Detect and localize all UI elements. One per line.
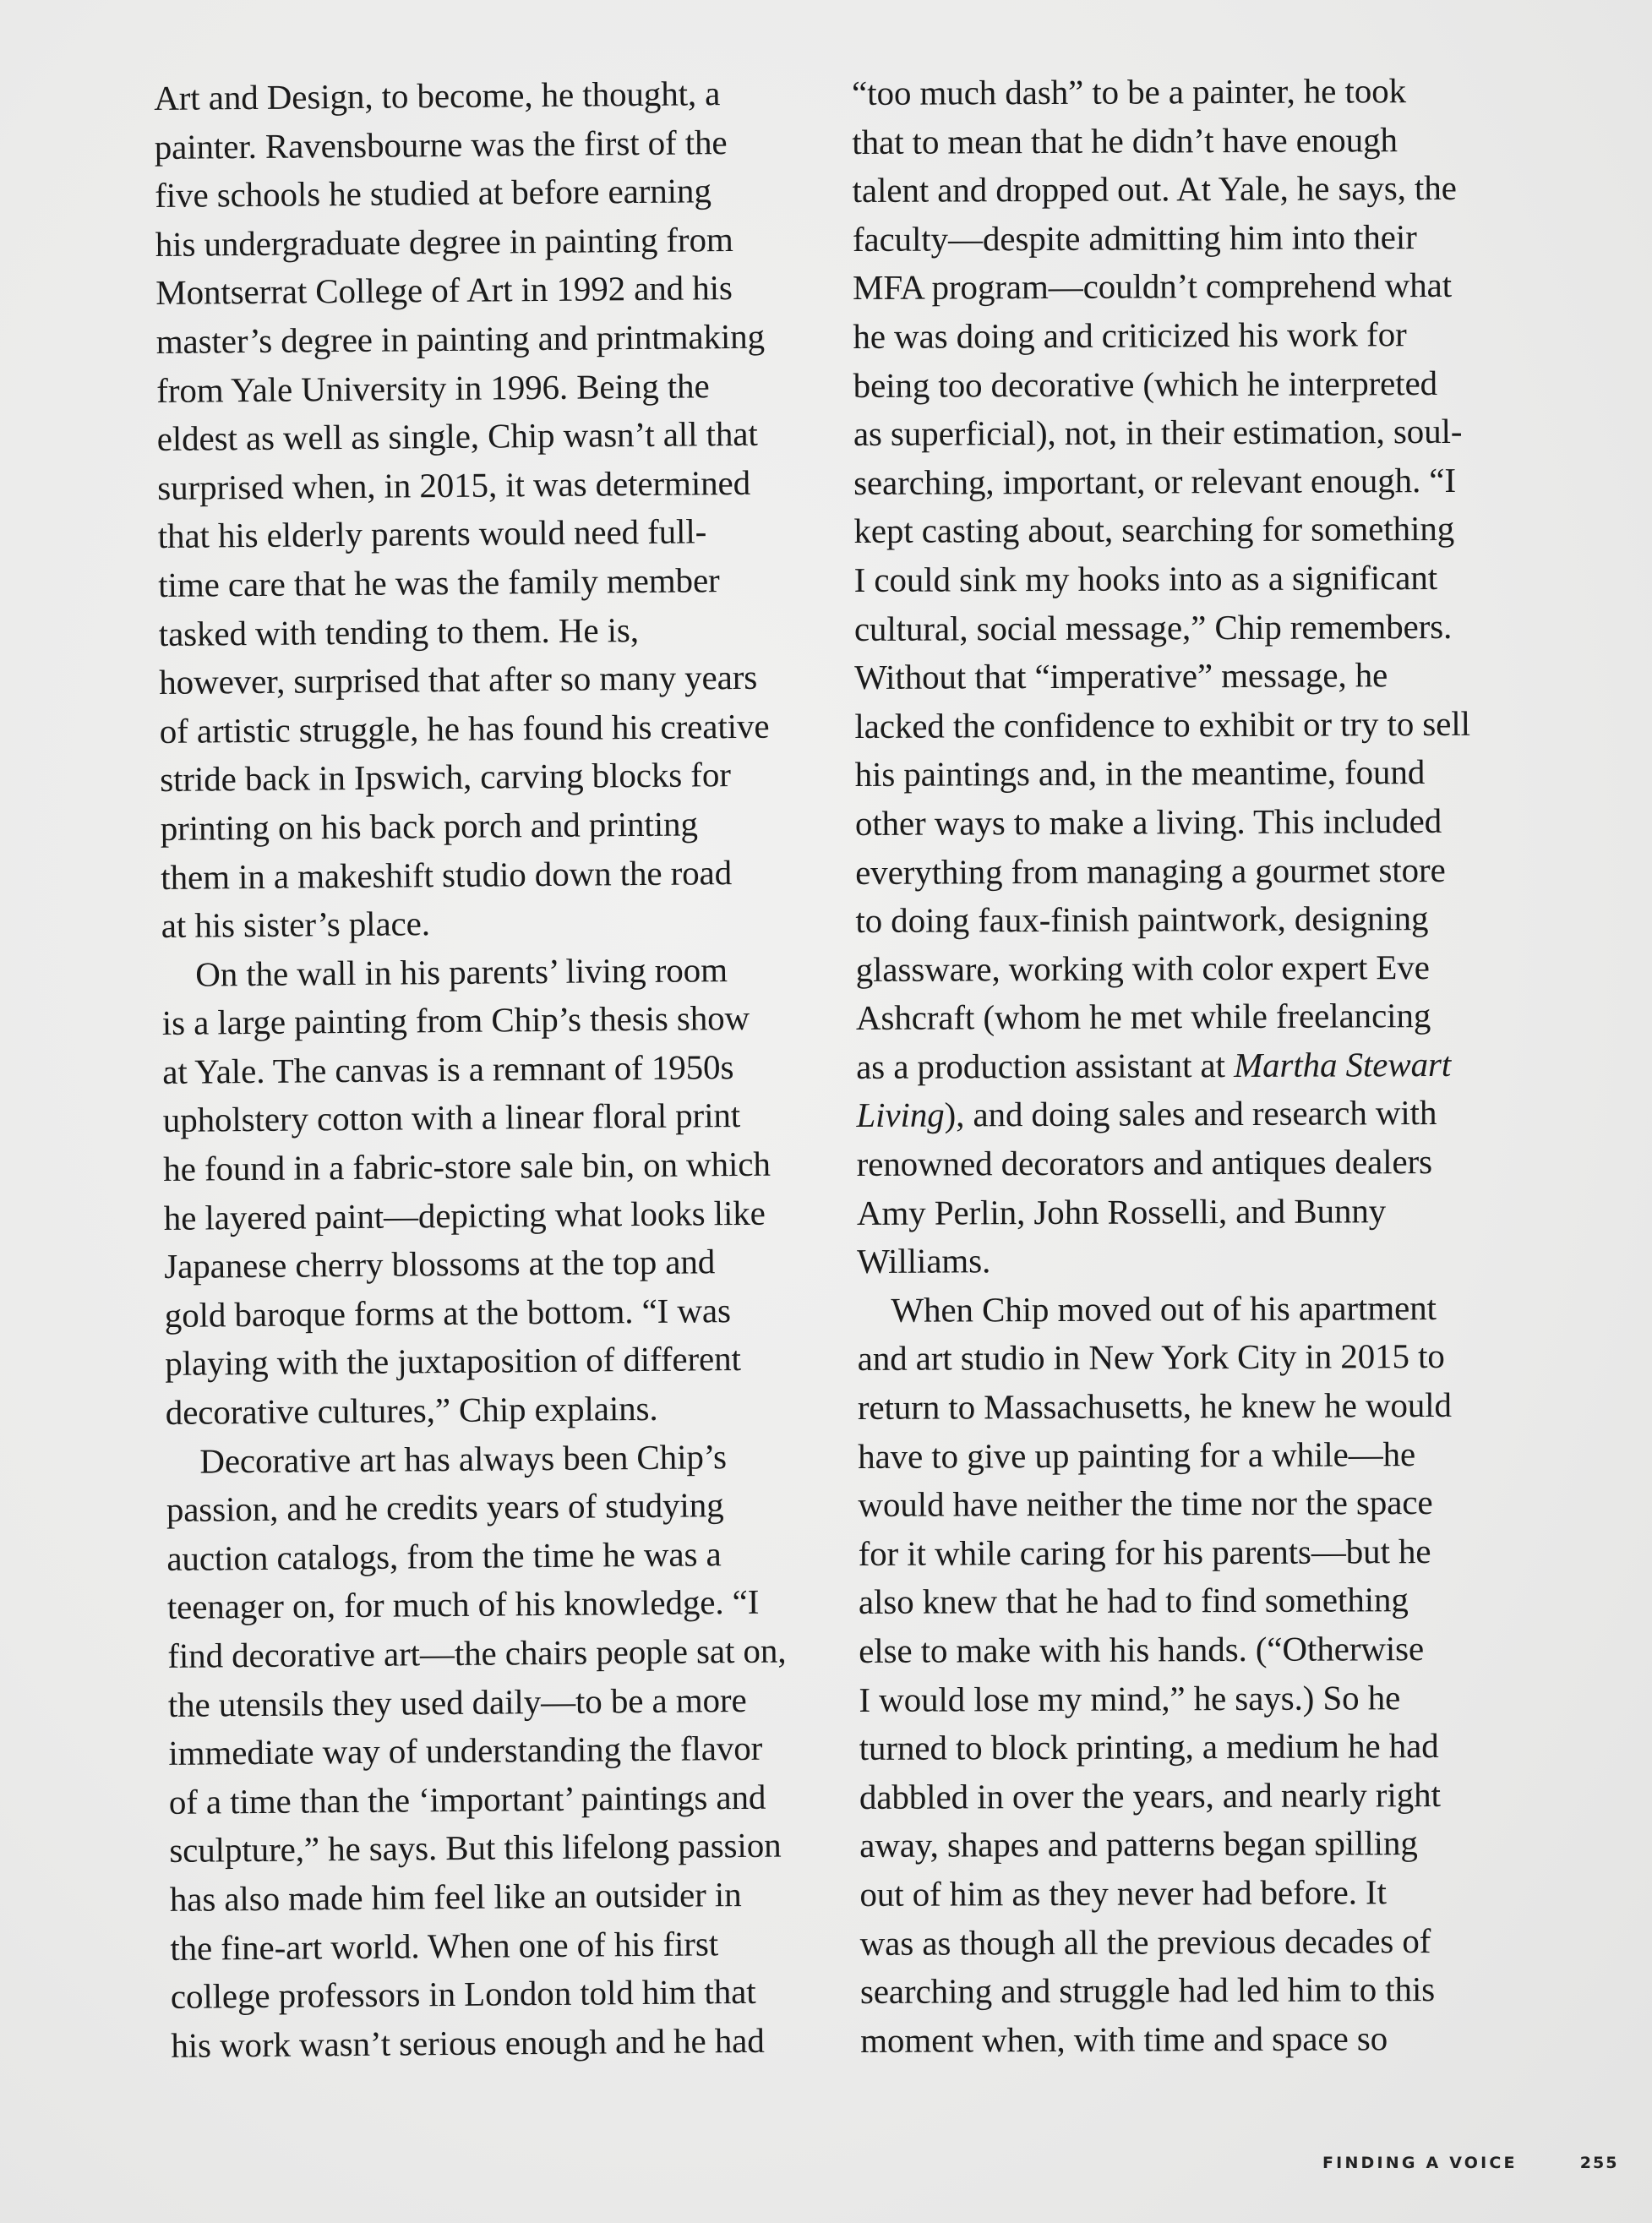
- text-segment: college professors in London told him that: [170, 1972, 756, 2017]
- text-segment: lacked the confidence to exhibit or try to sell: [854, 703, 1470, 746]
- text-line: [860, 1916, 1476, 1968]
- text-line: [859, 1625, 1475, 1676]
- text-line: [166, 1432, 785, 1486]
- text-line: [171, 1968, 790, 2022]
- text-line: [859, 1722, 1475, 1773]
- text-line: [853, 505, 1469, 556]
- text-line: [855, 748, 1471, 800]
- text-segment: renowned decorators and antiques dealers: [856, 1142, 1433, 1184]
- text-line: [156, 361, 776, 415]
- text-segment: cultural, social message,” Chip remembers.: [853, 606, 1453, 648]
- text-line: [171, 2016, 790, 2070]
- text-segment: have to give up painting for a while—he: [858, 1434, 1416, 1476]
- text-line: [156, 313, 776, 367]
- text-segment: would have neither the time nor the space: [858, 1483, 1433, 1525]
- text-segment: from Yale University in 1996. Being the: [156, 365, 710, 410]
- left-text-column: [154, 69, 790, 2071]
- text-segment: his undergraduate degree in painting from: [155, 219, 733, 264]
- text-segment: auction catalogs, from the time he was a: [166, 1534, 722, 1578]
- text-segment: being too decorative (which he interpreted: [853, 363, 1438, 405]
- text-segment: Without that “imperative” message, he: [854, 655, 1388, 697]
- text-line: [852, 115, 1468, 167]
- text-segment: however, surprised that after so many years: [159, 657, 758, 702]
- text-segment: away, shapes and patterns began spilling: [859, 1823, 1418, 1865]
- text-segment: was as though all the previous decades of: [859, 1920, 1431, 1963]
- text-segment: turned to block printing, a medium he had: [859, 1726, 1439, 1768]
- text-segment: On the wall in his parents’ living room: [195, 949, 728, 994]
- text-segment: talent and dropped out. At Yale, he says, the: [852, 168, 1457, 210]
- text-segment: that to mean that he didn’t have enough: [852, 119, 1398, 161]
- text-line: [859, 1673, 1475, 1724]
- text-line: [169, 1822, 788, 1876]
- text-segment: surprised when, in 2015, it was determined: [157, 462, 751, 507]
- text-segment: for it while caring for his parents—but he: [858, 1531, 1431, 1573]
- text-line: [158, 556, 777, 610]
- text-segment: the fine-art world. When one of his first: [170, 1923, 719, 1968]
- text-line: [166, 1384, 785, 1438]
- text-segment: decorative cultures,” Chip explains.: [165, 1388, 658, 1432]
- text-segment: is a large painting from Chip’s thesis show: [161, 998, 750, 1043]
- text-line: [154, 69, 773, 123]
- text-line: [157, 410, 777, 464]
- text-segment: Japanese cherry blossoms at the top and: [164, 1242, 716, 1286]
- text-line: [162, 994, 782, 1048]
- text-segment: Decorative art has always been Chip’s: [199, 1436, 728, 1481]
- text-segment: out of him as they never had before. It: [859, 1872, 1387, 1914]
- text-line: [856, 1089, 1472, 1140]
- text-line: [168, 1675, 788, 1729]
- text-line: [858, 1478, 1474, 1530]
- text-line: [858, 1332, 1474, 1384]
- text-line: [857, 1186, 1473, 1237]
- text-segment: ), and doing sales and research with: [944, 1093, 1437, 1135]
- text-line: [169, 1772, 788, 1827]
- text-segment: his paintings and, in the meantime, found: [854, 752, 1426, 795]
- text-segment: of a time than the ‘important’ paintings and: [168, 1777, 766, 1822]
- text-segment: passion, and he credits years of studying: [166, 1485, 724, 1530]
- text-line: [161, 799, 780, 853]
- text-segment: “too much dash” to be a painter, he took: [852, 71, 1407, 112]
- text-segment: them in a makeshift studio down the road: [161, 852, 733, 897]
- text-line: [854, 554, 1470, 605]
- text-segment: printing on his back porch and printing: [160, 804, 699, 848]
- text-line: [164, 1237, 783, 1292]
- text-segment: he layered paint—depicting what looks like: [163, 1193, 766, 1237]
- text-line: [163, 1091, 782, 1145]
- text-line: [853, 310, 1469, 362]
- text-segment: painter. Ravensbourne was the first of the: [154, 122, 728, 167]
- text-line: [165, 1335, 784, 1389]
- text-line: [167, 1627, 787, 1681]
- text-segment: time care that he was the family member: [158, 560, 720, 604]
- text-line: [855, 797, 1471, 849]
- page-number: 255: [1579, 2154, 1619, 2172]
- text-line: [164, 1188, 783, 1243]
- text-segment: his work wasn’t serious enough and he had: [171, 2020, 765, 2065]
- text-line: [854, 651, 1470, 702]
- text-line: [859, 1819, 1475, 1871]
- text-segment: eldest as well as single, Chip wasn’t all that: [156, 413, 758, 459]
- text-line: [161, 848, 780, 902]
- text-segment: master’s degree in painting and printmaking: [155, 316, 766, 361]
- text-line: [165, 1286, 784, 1340]
- text-segment: everything from managing a gourmet store: [855, 849, 1446, 892]
- text-line: [853, 213, 1469, 265]
- text-segment: as a production assistant at: [856, 1045, 1235, 1086]
- text-line: [854, 602, 1470, 653]
- text-line: [859, 1527, 1475, 1579]
- text-segment: return to Massachusetts, he knew he would: [857, 1385, 1453, 1428]
- text-segment: Montserrat College of Art in 1992 and his: [155, 268, 733, 313]
- text-line: [856, 942, 1472, 994]
- text-segment: to doing faux-finish paintwork, designing: [855, 898, 1429, 941]
- text-line: [853, 164, 1469, 216]
- text-line: [160, 702, 779, 756]
- text-line: [157, 458, 777, 512]
- text-line: [170, 1919, 789, 1973]
- text-line: [853, 407, 1469, 459]
- text-segment: moment when, with time and space so: [860, 2018, 1388, 2060]
- text-line: [168, 1724, 788, 1778]
- text-line: [856, 991, 1472, 1043]
- text-line: [857, 1138, 1473, 1189]
- text-line: [858, 1381, 1474, 1433]
- text-segment: other ways to make a living. This included: [854, 800, 1442, 843]
- text-line: [853, 261, 1469, 313]
- text-segment: else to make with his hands. (“Otherwise: [859, 1629, 1425, 1670]
- section-title: FINDING A VOICE: [1322, 2154, 1518, 2172]
- text-line: [858, 1429, 1474, 1481]
- text-segment: Amy Perlin, John Rosselli, and Bunny: [856, 1190, 1387, 1232]
- text-line: [855, 894, 1471, 946]
- text-line: [859, 1771, 1475, 1822]
- text-segment: has also made him feel like an outsider in: [169, 1874, 742, 1919]
- text-line: [170, 1870, 789, 1924]
- text-segment: find decorative art—the chairs people sat on,: [167, 1630, 787, 1675]
- text-line: [155, 215, 775, 269]
- text-line: [161, 897, 781, 951]
- text-segment: searching, important, or relevant enough. “I: [853, 460, 1457, 502]
- text-segment: he was doing and criticized his work for: [853, 314, 1407, 356]
- text-line: [859, 1868, 1475, 1920]
- text-segment: MFA program—couldn’t comprehend what: [853, 265, 1453, 308]
- text-line: [160, 751, 779, 805]
- text-line: [159, 604, 778, 658]
- text-segment: searching and struggle had led him to this: [859, 1969, 1436, 2012]
- text-segment: stride back in Ipswich, carving blocks for: [160, 755, 731, 800]
- text-segment: glassware, working with color expert Eve: [855, 947, 1430, 989]
- text-line: [860, 2014, 1476, 2066]
- text-line: [856, 1040, 1472, 1092]
- text-line: [857, 1284, 1473, 1335]
- text-line: [155, 167, 774, 221]
- text-line: [166, 1481, 786, 1535]
- text-line: [163, 1140, 782, 1194]
- text-segment: at his sister’s place.: [161, 904, 431, 946]
- text-segment: upholstery cotton with a linear floral print: [162, 1095, 741, 1140]
- right-text-column: [852, 67, 1476, 2066]
- text-segment: he found in a fabric-store sale bin, on which: [163, 1144, 771, 1189]
- text-line: [167, 1578, 787, 1632]
- text-line: [853, 358, 1469, 410]
- text-line: [853, 456, 1469, 508]
- text-segment: dabbled in over the years, and nearly right: [859, 1774, 1441, 1816]
- text-line: [855, 845, 1471, 897]
- text-segment: immediate way of understanding the flavor: [168, 1728, 763, 1773]
- text-segment: Williams.: [857, 1241, 991, 1281]
- text-line: [854, 700, 1470, 751]
- text-line: [852, 67, 1468, 118]
- text-segment: five schools he studied at before earning: [155, 171, 712, 216]
- text-segment: at Yale. The canvas is a remnant of 1950s: [162, 1046, 734, 1091]
- text-segment: tasked with tending to them. He is,: [158, 609, 640, 653]
- text-segment: playing with the juxtaposition of different: [165, 1339, 742, 1384]
- italic-title: Living: [856, 1095, 945, 1135]
- text-line: [859, 1576, 1475, 1627]
- text-segment: teenager on, for much of his knowledge. “I: [166, 1582, 760, 1627]
- text-line: [161, 945, 781, 999]
- text-segment: sculpture,” he says. But this lifelong passion: [169, 1825, 782, 1871]
- text-segment: also knew that he had to find something: [858, 1580, 1409, 1622]
- text-segment: gold baroque forms at the bottom. “I was: [164, 1290, 732, 1335]
- text-segment: kept casting about, searching for something: [853, 509, 1455, 551]
- text-segment: faculty—despite admitting him into their: [852, 216, 1417, 259]
- text-line: [857, 1235, 1473, 1286]
- text-segment: the utensils they used daily—to be a more: [167, 1680, 747, 1724]
- text-segment: Ashcraft (whom he met while freelancing: [855, 996, 1431, 1038]
- text-segment: I would lose my mind,” he says.) So he: [859, 1677, 1401, 1719]
- text-line: [158, 507, 777, 561]
- text-segment: When Chip moved out of his apartment: [891, 1287, 1437, 1330]
- running-footer: [1322, 2154, 1618, 2172]
- text-segment: that his elderly parents would need full-: [157, 511, 707, 556]
- text-segment: as superficial), not, in their estimation, soul-: [853, 412, 1463, 454]
- text-segment: I could sink my hooks into as a significant: [853, 557, 1438, 599]
- text-line: [155, 117, 774, 172]
- text-segment: of artistic struggle, he has found his creative: [159, 706, 770, 751]
- text-line: [155, 264, 775, 318]
- text-line: [860, 1965, 1476, 2017]
- text-segment: Art and Design, to become, he thought, a: [154, 74, 721, 117]
- text-segment: and art studio in New York City in 2015 to: [857, 1336, 1445, 1379]
- text-line: [166, 1529, 786, 1583]
- text-line: [162, 1042, 782, 1096]
- italic-title: Martha Stewart: [1233, 1044, 1452, 1084]
- text-line: [159, 653, 778, 707]
